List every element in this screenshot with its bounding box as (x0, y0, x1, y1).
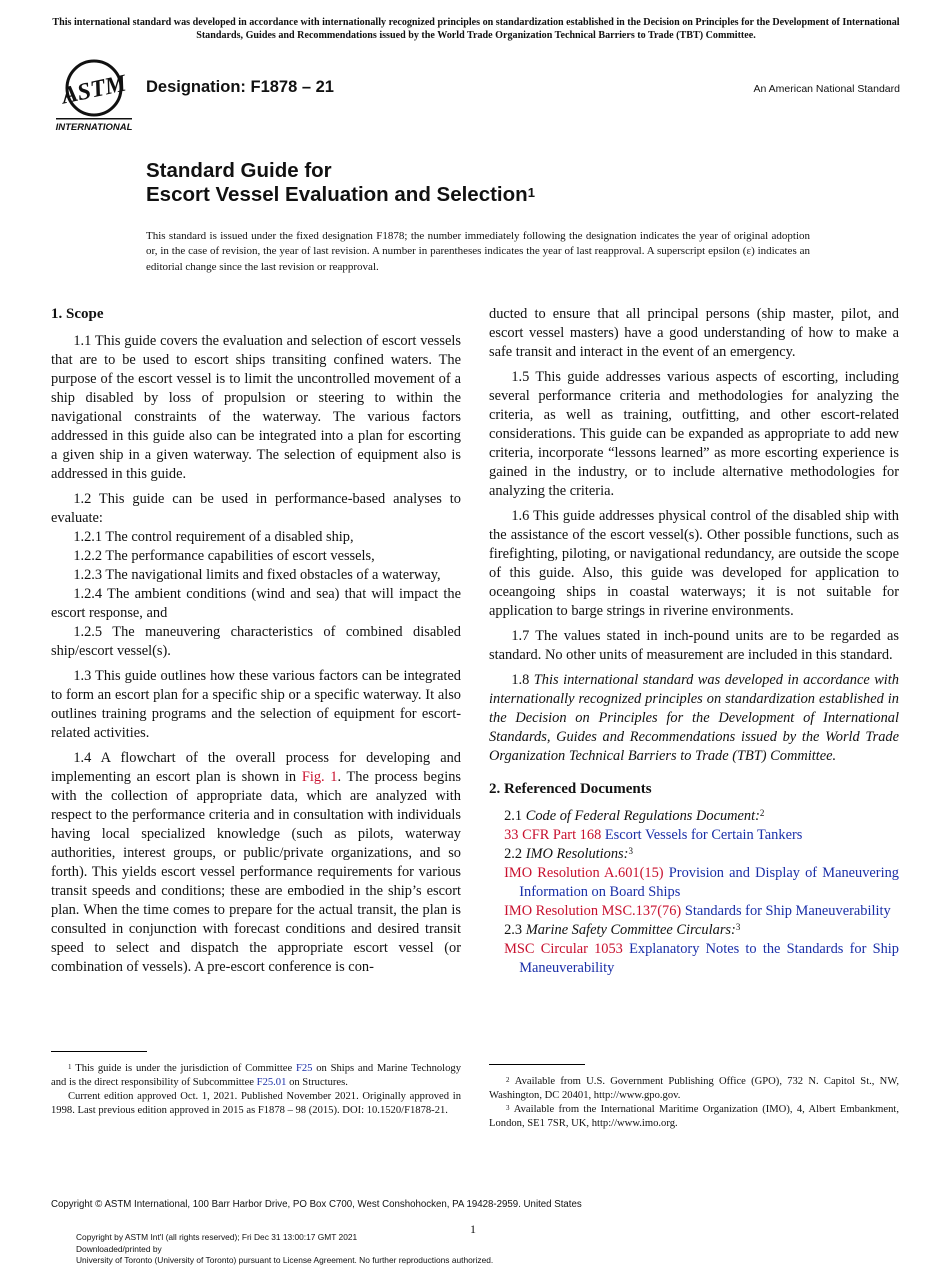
ref-2-2-footnote-mark: 3 (628, 846, 633, 856)
ref-2-2 (489, 845, 899, 864)
download-line-2: Downloaded/printed by (76, 1243, 162, 1254)
title-line-2 (146, 183, 535, 207)
download-line-3: University of Toronto (University of Toronto) pursuant to License Agreement. No further reproductions authorized. (76, 1255, 494, 1266)
footnote-1-para-2: Current edition approved Oct. 1, 2021. Published November 2021. Originally approved in 1998. Last previous edition approved in 2015 as F1878 – 98 (2015). DOI: 10.1520/F1878-21. (51, 1091, 461, 1116)
footnote-3 (489, 1103, 899, 1131)
cfr-code[interactable]: 33 CFR Part 168 (504, 827, 602, 843)
logo-letters: ASTM (59, 70, 129, 110)
para-1-7: 1.7 The values stated in inch-pound units are to be regarded as standard. No other units of measurement are included in this standard. (489, 628, 899, 663)
title-footnote-mark: 1 (527, 185, 535, 200)
para-1-2-1: 1.2.1 The control requirement of a disabled ship, (73, 529, 354, 545)
american-national-standard: An American National Standard (753, 83, 900, 95)
footnote-3-text: Available from the International Maritime Organization (IMO), 4, Albert Embankment, London, SE1 7SR, UK, http://www.imo.org. (489, 1104, 899, 1129)
para-1-8-number: 1.8 (511, 672, 530, 688)
ref-2-2-text: IMO Resolutions: (525, 846, 629, 862)
para-1-4-rest: . The process begins with the collection of appropriate data, which are analyzed with respect to the performance criteria and in consultation with individuals having local specialized knowledge (such as pilots, waterway authorities, interest groups, or public/private organizations, and so forth). This yields escort vessel performance requirements for various transit speeds and conditions; these are embodied in the ship’s escort plan. When the time comes to prepare for the actual transit, the plan is consulted in conjunction with forecast conditions and desired transit speed to select and dispatch the appropriate escort vessel (or combination of vessels). A pre-escort conference is con- (51, 769, 461, 975)
ref-msc-1053[interactable] (504, 940, 899, 978)
ref-imo-a601[interactable] (504, 864, 899, 902)
ref-2-3-number: 2.3 (504, 922, 523, 938)
footnote-1-text-c: on Structures. (289, 1077, 348, 1088)
para-1-2-5: 1.2.5 The maneuvering characteristics of combined disabled ship/escort vessel(s). (51, 624, 461, 659)
para-1-1: 1.1 This guide covers the evaluation and selection of escort vessels that are to be used to escort ships transiting confined waters. The purpose of the escort vessel is to limit the uncontrolled movement of a ship disabled by loss of propulsion or steering to within the navigational constraints of the waterway. The various factors addressed in this guide also can be integrated into a plan for escorting a given ship in a given waterway. The selection of equipment also is addressed in this guide. (51, 333, 461, 482)
footnote-rule-right (489, 1064, 585, 1065)
astm-logo (52, 56, 136, 134)
ref-2-3-footnote-mark: 3 (735, 922, 741, 932)
footnote-rule-left (51, 1051, 147, 1052)
para-1-2: 1.2 This guide can be used in performance-based analyses to evaluate: (51, 491, 461, 526)
designation: Designation: F1878 – 21 (146, 78, 334, 96)
footnote-2-3 (489, 1075, 899, 1131)
tbt-notice: This international standard was developed in accordance with internationally recognized principles on standardization established in the Decision on Principles for the Development of International Standards, Guides and Recommendations issued by the World Trade Organization Technical Barriers to Trade (TBT) Committee. (52, 17, 900, 41)
subcommittee-f25-01-link[interactable]: F25.01 (256, 1077, 287, 1088)
imo-msc137-title[interactable]: Standards for Ship Maneuverability (684, 903, 891, 919)
download-line-1: Copyright by ASTM Int'l (all rights reserved); Fri Dec 31 13:00:17 GMT 2021 (76, 1232, 358, 1242)
ref-2-1 (489, 807, 899, 826)
title-text: Escort Vessel Evaluation and Selection (146, 183, 528, 206)
para-1-2-2: 1.2.2 The performance capabilities of escort vessels, (73, 548, 375, 564)
cfr-title[interactable]: Escort Vessels for Certain Tankers (604, 827, 803, 843)
para-1-6: 1.6 This guide addresses physical control of the disabled ship with the assistance of the escort vessel(s). Other possible functions, such as firefighting, piloting, or navigational redundancy, are outside the scope of this guide. Also, this guide was developed for application to oceangoing ships in coastal waterways; it is not suitable for application to barge strings in riverine environments. (489, 508, 899, 619)
left-column (51, 305, 461, 983)
copyright-line: Copyright © ASTM International, 100 Barr Harbor Drive, PO Box C700, West Conshohocken, PA 19428-2959. United States (51, 1199, 582, 1210)
para-1-4-continued: ducted to ensure that all principal persons (ship master, pilot, and escort vessel masters) have a good understanding of how to make a safe transit and interact in the event of an emergency. (489, 306, 899, 360)
para-1-3: 1.3 This guide outlines how these various factors can be integrated to form an escort plan for a specific ship or a specific waterway. It also outlines training programs and the selection of equipment for escort-related activities. (51, 668, 461, 741)
footnote-1-para-1 (51, 1062, 461, 1090)
footnote-1-text-b: on Ships and Marine Technology and is the direct responsibility of Subcommittee (51, 1063, 461, 1088)
imo-a601-title[interactable]: Provision and Display of Maneuvering Information on Board Ships (519, 865, 899, 900)
footnote-1-mark: 1 (67, 1063, 72, 1071)
referenced-documents-heading: 2. Referenced Documents (489, 781, 652, 797)
para-1-2-3: 1.2.3 The navigational limits and fixed obstacles of a waterway, (73, 567, 441, 583)
msc-1053-title[interactable]: Explanatory Notes to the Standards for Ship Maneuverability (519, 941, 899, 976)
page-number: 1 (470, 1222, 476, 1236)
imo-a601-code[interactable]: IMO Resolution A.601(15) (504, 865, 664, 881)
ref-2-3 (489, 921, 899, 940)
committee-f25-link[interactable]: F25 (295, 1063, 313, 1074)
scope-heading: 1. Scope (51, 306, 104, 322)
footnote-2-mark: 2 (505, 1076, 510, 1084)
document-title (146, 159, 535, 207)
ref-2-1-footnote-mark: 2 (759, 808, 765, 818)
ref-2-1-text: Code of Federal Regulations Document: (525, 808, 760, 824)
para-1-5: 1.5 This guide addresses various aspects of escorting, including several performance criteria and methodologies for analyzing the criteria, as well as training, outfitting, and other escort-related considerations. This guide can be expanded as appropriate to add new criteria, incorporate “lessons learned” as more escorting experience is gained in the industry, or to include alternative methodologies for analyzing the criteria. (489, 369, 899, 499)
msc-1053-code[interactable]: MSC Circular 1053 (504, 941, 623, 957)
footnote-2-text: Available from U.S. Government Publishing Office (GPO), 732 N. Capitol St., NW, Washington, DC 20401, http://www.gpo.gov. (489, 1076, 899, 1101)
imo-msc137-code[interactable]: IMO Resolution MSC.137(76) (504, 903, 682, 919)
para-1-4-start: 1.4 A flowchart of the overall process for developing and implementing an escort plan is shown in (51, 750, 461, 785)
fig-1-link[interactable]: Fig. 1 (301, 769, 338, 785)
footnote-3-mark: 3 (505, 1104, 510, 1112)
footnote-1 (51, 1062, 461, 1118)
footnote-2 (489, 1075, 899, 1103)
footnote-1-text-a: This guide is under the jurisdiction of Committee (75, 1063, 293, 1074)
right-column (489, 305, 899, 978)
download-notice (76, 1232, 493, 1267)
ref-cfr-168[interactable] (504, 826, 899, 845)
para-1-8-text: This international standard was developed in accordance with internationally recognized principles on standardization established in the Decision on Principles for the Development of International Standards, Guides and Recommendations issued by the World Trade Organization Technical Barriers to Trade (TBT) Committee. (489, 672, 899, 764)
para-1-2-4: 1.2.4 The ambient conditions (wind and sea) that will impact the escort response, and (51, 586, 461, 621)
title-line-1: Standard Guide for (146, 159, 332, 182)
para-1-8 (489, 671, 899, 766)
para-1-4 (51, 749, 461, 977)
ref-imo-msc137[interactable] (504, 902, 899, 921)
ref-2-2-number: 2.2 (504, 846, 523, 862)
logo-text: INTERNATIONAL (55, 122, 133, 133)
standard-note: This standard is issued under the fixed designation F1878; the number immediately following the designation indicates the year of original adoption or, in the case of revision, the year of last revision. A number in parentheses indicates the year of last reapproval. A superscript epsilon (ε) indicates an editorial change since the last revision or reapproval. (146, 230, 810, 273)
ref-2-3-text: Marine Safety Committee Circulars: (525, 922, 736, 938)
ref-2-1-number: 2.1 (504, 808, 523, 824)
